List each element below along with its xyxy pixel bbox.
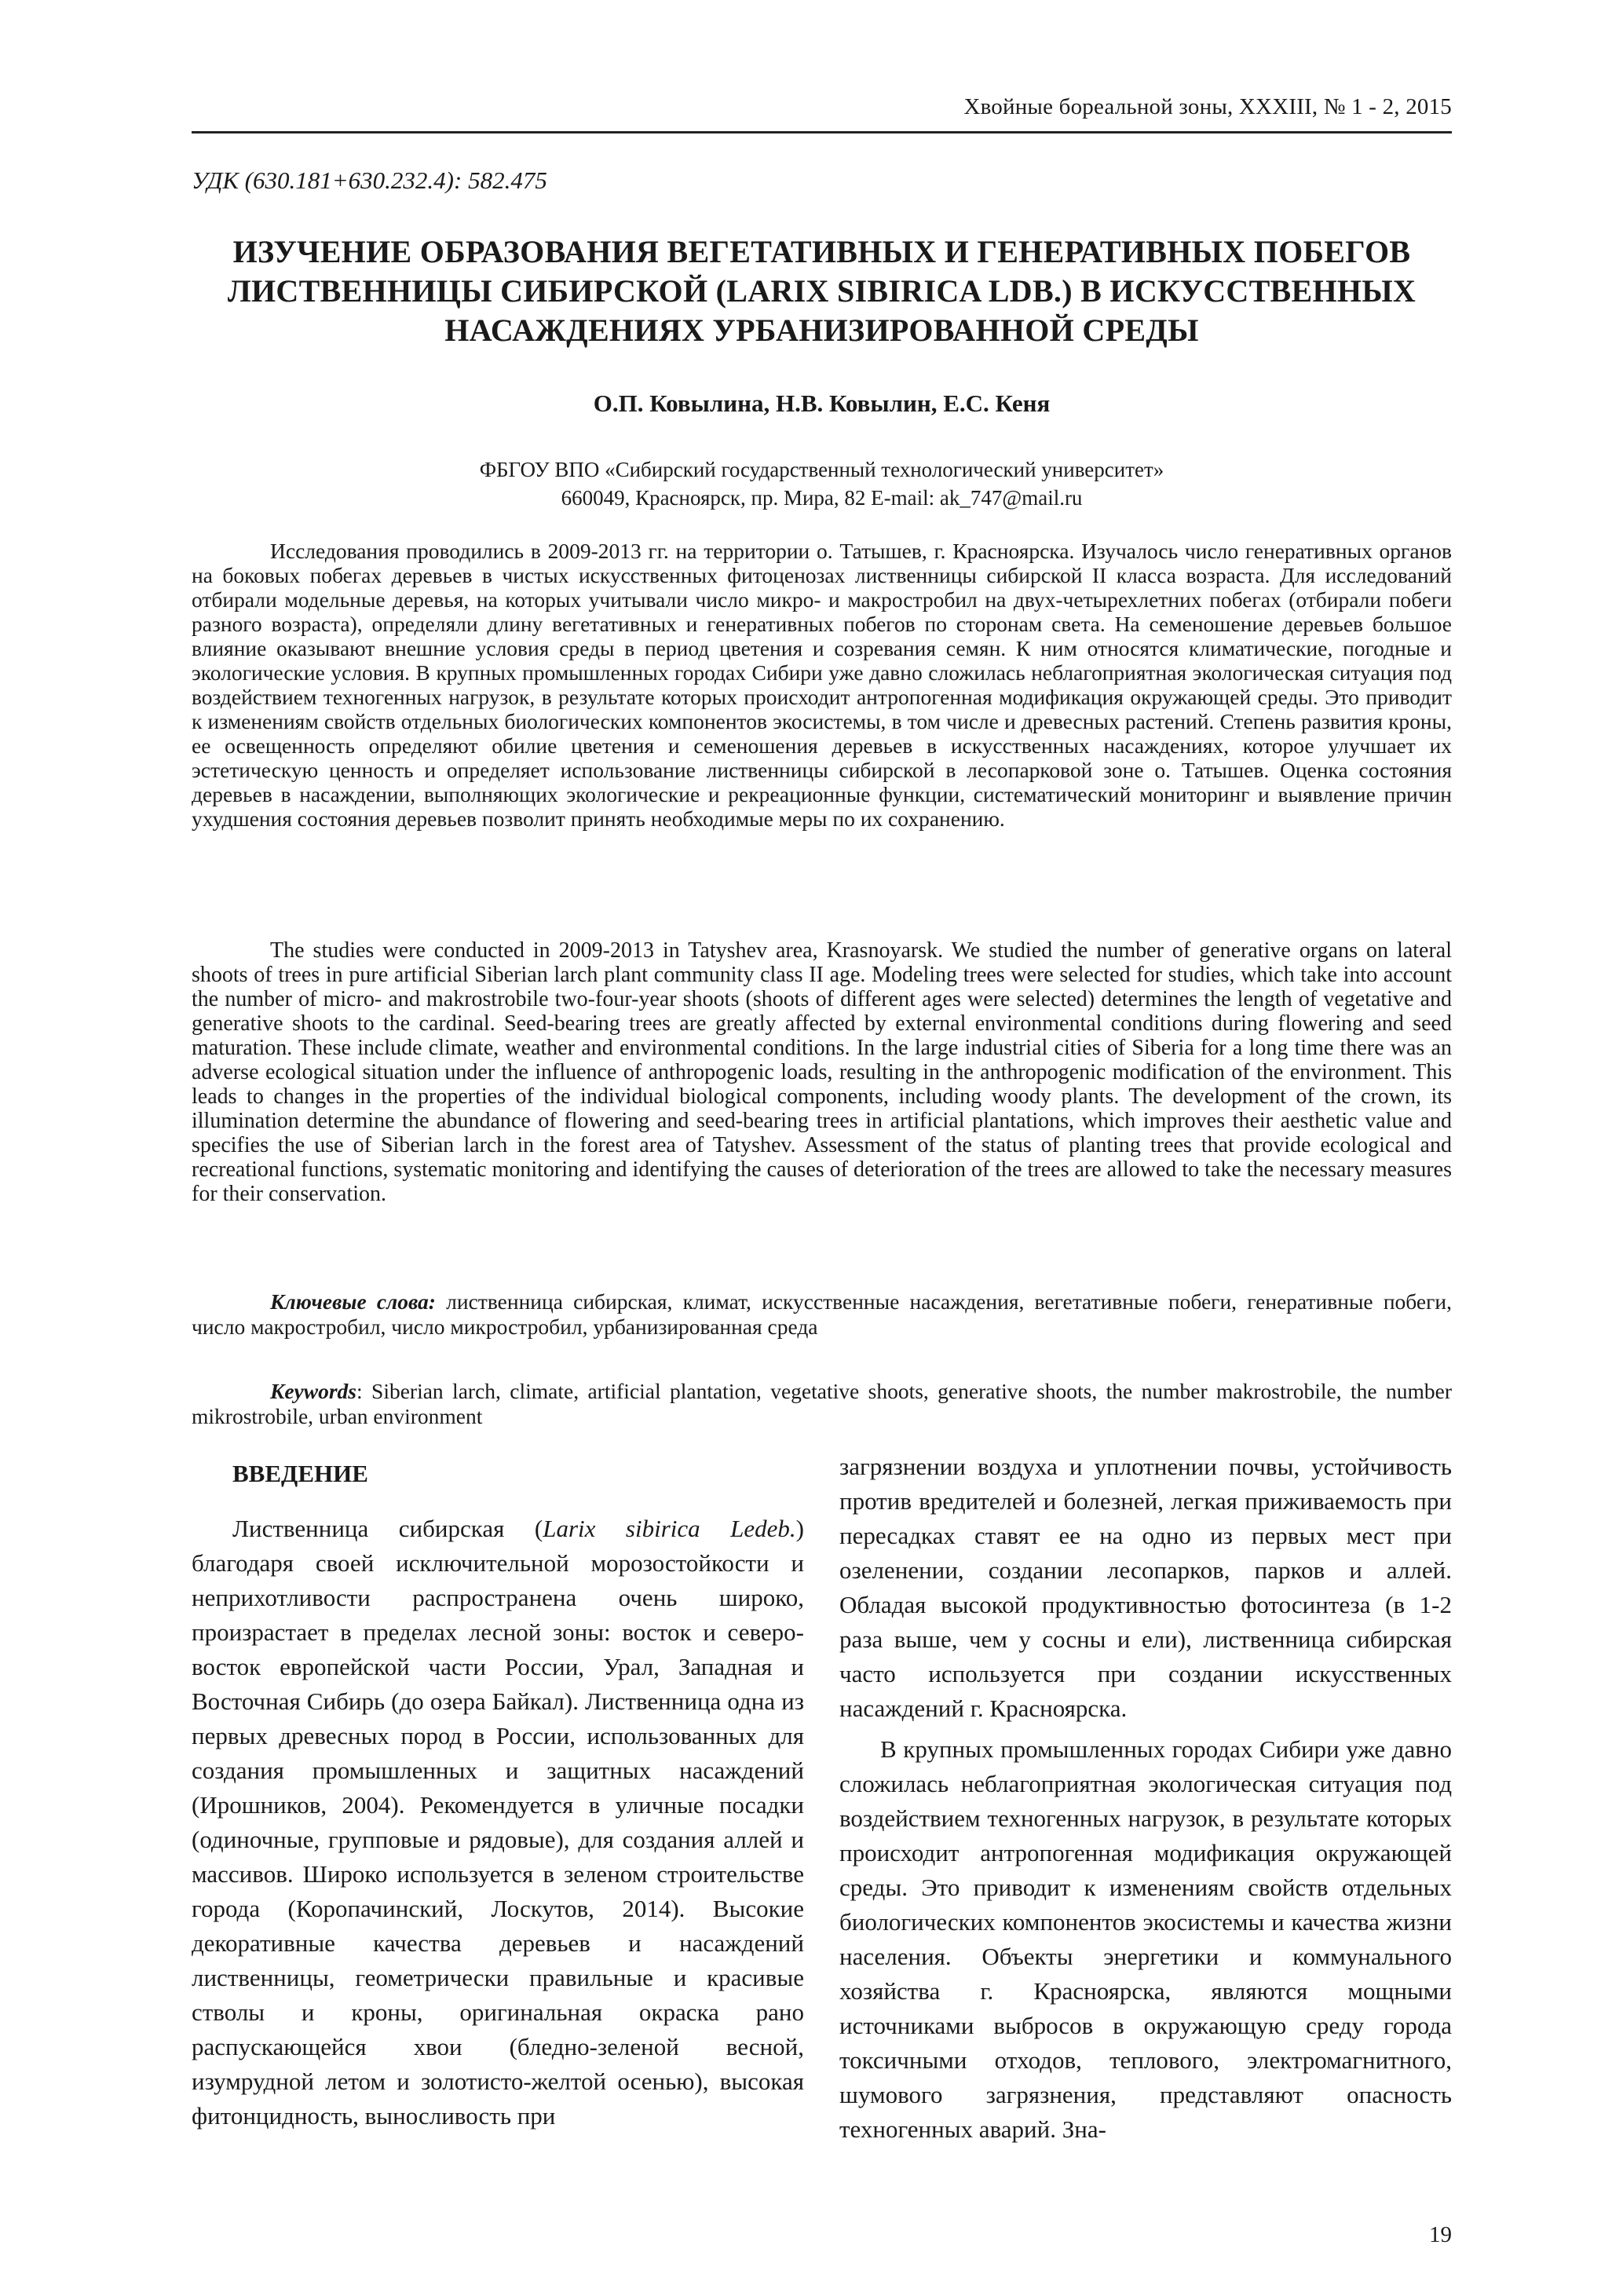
- keywords-english-text: : Siberian larch, climate, artificial plantation, vegetative shoots, generative shoots, the number makrostrobile, the number mikrostrobile, urban environment: [192, 1379, 1452, 1428]
- title-line-3: НАСАЖДЕНИЯХ УРБАНИЗИРОВАННОЙ СРЕДЫ: [444, 313, 1199, 348]
- keywords-russian-label: Ключевые слова:: [270, 1289, 436, 1314]
- abstract-russian: [192, 539, 1452, 831]
- keywords-english: [192, 1379, 1452, 1429]
- affiliation-institution: ФБГОУ ВПО «Сибирский государственный технологический университет»: [479, 458, 1164, 481]
- abstract-english: [192, 938, 1452, 1206]
- article-title: [192, 232, 1452, 350]
- affiliation: [192, 455, 1452, 512]
- title-line-2: ЛИСТВЕННИЦЫ СИБИРСКОЙ (LARIX SIBIRICA LDB.) В ИСКУССТВЕННЫХ: [227, 273, 1416, 309]
- latin-species-name: Larix sibirica Ledeb.: [543, 1515, 796, 1542]
- keywords-russian-text: лиственница сибирская, климат, искусственные насаждения, вегетативные побеги, генеративные побеги, число макростробил, число микростробил, урбанизированная среда: [192, 1289, 1453, 1339]
- keywords-english-label: Keywords: [270, 1379, 356, 1403]
- abstract-english-text: The studies were conducted in 2009-2013 in Tatyshev area, Krasnoyarsk. We studied the number of generative organs on lateral shoots of trees in pure artificial Siberian larch plant community class II age. Modeling trees were selected for studies, which take into account the number of micro- and makrostrobile two-four-year shoots (shoots of different ages were selected) determines the length of vegetative and generative shoots to the cardinal. Seed-bearing trees are greatly affected by external environmental conditions during flowering and seed maturation. These include climate, weather and environmental conditions. In the large industrial cities of Siberia for a long time there was an adverse ecological situation under the influence of anthropogenic loads, resulting in the anthropogenic modification of the environment. This leads to changes in the properties of the individual biological components, including woody plants. The development of the crown, its illumination determine the abundance of flowering and seed-bearing trees in artificial plantations, which improves their aesthetic value and specifies the use of Siberian larch in the forest area of Tatyshev. Assessment of the status of planting trees that provide ecological and recreational functions, systematic monitoring and identifying the causes of deterioration of the trees are allowed to take the necessary measures for their conservation.: [192, 938, 1452, 1206]
- intro-p1-rest: ) благодаря своей исключительной морозостойкости и неприхотливости распространена очень широко, произрастает в пределах лесной зоны: восток и северо-восток европейской части России, Урал, Западная и Восточная Сибирь (до озера Байкал). Лиственница одна из первых древесных пород в России, использованных для создания промышленных и защитных насаждений (Ирошников, 2004). Рекомендуется в уличные посадки (одиночные, групповые и рядовые), для создания аллей и массивов. Широко используется в зеленом строительстве города (Коропачинский, Лоскутов, 2014). Высокие декоративные качества деревьев и насаждений лиственницы, геометрически правильные и красивые стволы и кроны, оригинальная окраска рано распускающейся хвои (бледно-зеленой весной, изумрудной летом и золотисто-желтой осенью), высокая фитонцидность, выносливость при: [192, 1515, 804, 2130]
- authors: О.П. Ковылина, Н.В. Ковылин, Е.С. Кеня: [593, 389, 1051, 417]
- intro-p1-start: Лиственница сибирская (: [232, 1515, 543, 1542]
- title-line-1: ИЗУЧЕНИЕ ОБРАЗОВАНИЯ ВЕГЕТАТИВНЫХ И ГЕНЕРАТИВНЫХ ПОБЕГОВ: [232, 234, 1411, 269]
- running-header: Хвойные бореальной зоны, XXXIII, № 1 - 2, 2015: [963, 94, 1452, 119]
- journal-page: [192, 0, 1452, 2296]
- intro-left-column: [192, 1457, 804, 2133]
- abstract-russian-text: Исследования проводились в 2009-2013 гг. на территории о. Татышев, г. Красноярска. Изучалось число генеративных органов на боковых побегах деревьев в чистых искусственных фитоценозах лиственницы сибирской II класса возраста. Для исследований отбирали модельные деревья, на которых учитывали число микро- и макростробил на двух-четырехлетних побегах (отбирали побеги разного возраста), определяли длину вегетативных и генеративных побегов по сторонам света. На семеношение деревьев большое влияние оказывают внешние условия среды в период цветения и созревания семян. К ним относятся климатические, погодные и экологические условия. В крупных промышленных городах Сибири уже давно сложилась неблагоприятная экологическая ситуация под воздействием техногенных нагрузок, в результате которых происходит антропогенная модификация окружающей среды. Это приводит к изменениям свойств отдельных биологических компонентов экосистемы, в том числе и древесных растений. Степень развития кроны, ее освещенность определяют обилие цветения и семеношения деревьев в искусственных насаждениях, которое улучшает их эстетическую ценность и определяет использование лиственницы сибирской в лесопарковой зоне о. Татышев. Оценка состояния деревьев в насаждении, выполняющих экологические и рекреационные функции, систематический мониторинг и выявление причин ухудшения состояния деревьев позволит принять необходимые меры по их сохранению.: [192, 539, 1452, 831]
- intro-paragraph-2: В крупных промышленных городах Сибири уже давно сложилась неблагоприятная экологическая ситуация под воздействием техногенных нагрузок, в результате которых происходит антропогенная модификация окружающей среды. Это приводит к изменениям свойств отдельных биологических компонентов экосистемы и качества жизни населения. Объекты энергетики и коммунального хозяйства г. Красноярска, являются мощными источниками выбросов в окружающую среду города токсичными отходов, теплового, электромагнитного, шумового загрязнения, представляют опасность техногенных аварий. Зна-: [839, 1735, 1452, 2143]
- keywords-russian: [192, 1289, 1452, 1340]
- intro-right-column: [839, 1450, 1452, 2147]
- section-heading-intro: ВВЕДЕНИЕ: [232, 1460, 368, 1487]
- affiliation-address: 660049, Красноярск, пр. Мира, 82 E-mail: ak_747@mail.ru: [561, 486, 1083, 510]
- intro-paragraph-1: [192, 1512, 804, 2133]
- page-number: 19: [1429, 2222, 1452, 2247]
- udk-code: УДК (630.181+630.232.4): 582.475: [192, 166, 547, 194]
- header-rule: [192, 131, 1452, 133]
- intro-paragraph-1-continued: загрязнении воздуха и уплотнении почвы, устойчивость против вредителей и болезней, легкая приживаемость при пересадках ставят ее на одно из первых мест при озеленении, создании лесопарков, парков и аллей. Обладая высокой продуктивностью фотосинтеза (в 1-2 раза выше, чем у сосны и ели), лиственница сибирская часто используется при создании искусственных насаждений г. Красноярска.: [839, 1453, 1452, 1722]
